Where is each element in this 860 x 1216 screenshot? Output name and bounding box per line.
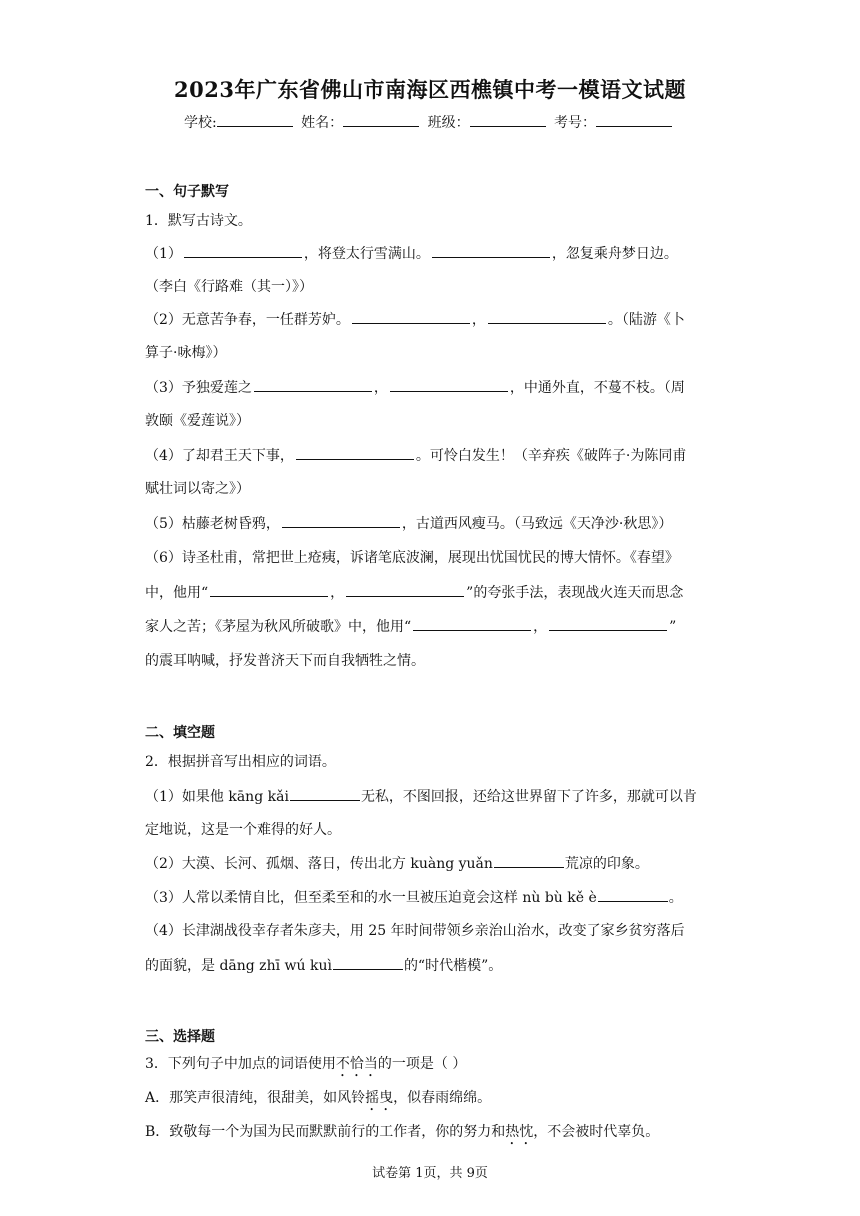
text-span: 家人之苦；《茅屋为秋风所破歌》中，他用“ [145, 619, 412, 635]
text-span: 的一项是（ ） [377, 1056, 467, 1072]
name-blank [343, 112, 419, 127]
text-span: ，将登太行雪满山。 [303, 246, 430, 262]
emphasized-text: 不恰当 [335, 1056, 378, 1072]
section-heading-2: 二、填空题 [145, 725, 215, 741]
question-2-line [145, 887, 717, 907]
exam-number-label: 考号： [554, 115, 597, 131]
answer-blank [282, 513, 400, 528]
question-1-line: 的震耳呐喊，抒发普济天下而自我牺牲之情。 [145, 653, 425, 669]
answer-blank [210, 582, 328, 597]
text-span: ，中通外直，不蔓不枝。（周 [509, 380, 685, 396]
class-blank [470, 112, 546, 127]
text-span: ”的夸张手法，表现战火连天而思念 [466, 585, 684, 601]
answer-blank [346, 582, 464, 597]
answer-blank [488, 309, 606, 324]
text-span: （3）人常以柔情自比，但至柔至和的水一旦被压迫竟会这样 nù bù kě è [145, 890, 597, 906]
text-span: ， [373, 380, 388, 396]
answer-blank [549, 616, 667, 631]
text-span: ，似春雨绵绵。 [393, 1090, 492, 1106]
text-span: 。可怜白发生！（辛弃疾《破阵子·为陈同甫 [415, 448, 687, 464]
answer-blank [413, 616, 531, 631]
text-span: 无私，不图回报，还给这世界留下了许多，那就可以肯 [360, 789, 697, 805]
question-1-line: （6）诗圣杜甫，常把世上疮痍，诉诸笔底波澜，展现出忧国忧民的博大情怀。《春望》 [145, 550, 679, 566]
text-span: ，古道西风瘦马。（马致远《天净沙·秋思》） [401, 516, 673, 532]
text-span: （2）大漠、长河、孤烟、落日，传出北方 kuàng yuǎn [145, 856, 493, 872]
text-span: ， [330, 585, 345, 601]
text-span: （3）予独爱莲之 [145, 380, 252, 396]
option-b [145, 1121, 717, 1148]
answer-blank [333, 955, 403, 970]
question-3-stem [145, 1053, 717, 1080]
text-span: A．那笑声很清纯，很甜美，如风铃 [145, 1090, 366, 1106]
question-2-stem: 2．根据拼音写出相应的词语。 [145, 754, 336, 770]
text-span: B．致敬每一个为国为民而默默前行的工作者，你的努力和 [145, 1124, 506, 1140]
text-span: 3．下列句子中加点的词语使用 [145, 1056, 336, 1072]
answer-blank [432, 243, 550, 258]
emphasized-text: 摇曳 [365, 1090, 394, 1106]
school-blank [217, 112, 293, 127]
text-span: ， [471, 312, 486, 328]
question-2-line: 定地说，这是一个难得的好人。 [145, 822, 341, 838]
answer-blank [290, 786, 360, 801]
school-label: 学校: [183, 115, 217, 131]
question-1-stem: 1．默写古诗文。 [145, 213, 252, 229]
question-1-line [145, 309, 717, 329]
question-1-line [145, 445, 717, 465]
question-2-line [145, 955, 717, 975]
text-span: 中，他用“ [145, 585, 209, 601]
question-1-line: 算子·咏梅》） [145, 345, 227, 361]
question-1-line: 敦颐《爱莲说》） [145, 413, 250, 429]
answer-blank [184, 243, 302, 258]
section-heading-1: 一、句子默写 [145, 184, 229, 200]
text-span: 的面貌，是 dāng zhī wú kuì [145, 958, 332, 974]
question-1-line: （李白《行路难（其一）》） [145, 279, 313, 295]
answer-blank [598, 887, 668, 902]
text-span: 荒凉的印象。 [564, 856, 649, 872]
page-title: 2023年广东省佛山市南海区西樵镇中考一模语文试题 [174, 77, 686, 102]
option-a [145, 1087, 717, 1114]
question-2-line [145, 786, 717, 806]
answer-blank [254, 377, 372, 392]
text-span: ，忽复乘舟梦日边。 [551, 246, 678, 262]
text-span: （2）无意苦争春，一任群芳妒。 [145, 312, 350, 328]
question-1-line [145, 582, 717, 602]
answer-blank [296, 445, 414, 460]
question-1-line: 赋壮词以寄之》） [145, 481, 250, 497]
emphasized-text: 热忱 [505, 1124, 534, 1140]
answer-blank [390, 377, 508, 392]
question-1-line [145, 377, 717, 397]
question-1-line [145, 616, 717, 636]
text-span: 的“时代楷模”。 [403, 958, 503, 974]
answer-blank [352, 309, 470, 324]
question-1-line [145, 243, 717, 263]
name-label: 姓名： [301, 115, 344, 131]
text-span: ， [533, 619, 548, 635]
question-2-line: （4）长津湖战役幸存者朱彦夫，用 25 年时间带领乡亲治山治水，改变了家乡贫穷落后 [145, 923, 685, 939]
text-span: （5）枯藤老树昏鸦， [145, 516, 280, 532]
text-span: （1） [145, 246, 182, 262]
text-span: 。（陆游《卜 [607, 312, 685, 328]
page-footer: 试卷第 1页，共 9页 [372, 1166, 488, 1181]
student-info-line [0, 112, 860, 132]
question-1-line [145, 513, 717, 533]
section-heading-3: 三、选择题 [145, 1029, 215, 1045]
text-span: （4）了却君王天下事， [145, 448, 294, 464]
text-span: ，不会被时代辜负。 [533, 1124, 660, 1140]
class-label: 班级： [427, 115, 470, 131]
question-2-line [145, 853, 717, 873]
answer-blank [494, 853, 564, 868]
text-span: 。 [668, 890, 683, 906]
text-span: （1）如果他 kāng kǎi [145, 789, 289, 805]
exam-number-blank [596, 112, 672, 127]
text-span: ” [669, 619, 677, 635]
